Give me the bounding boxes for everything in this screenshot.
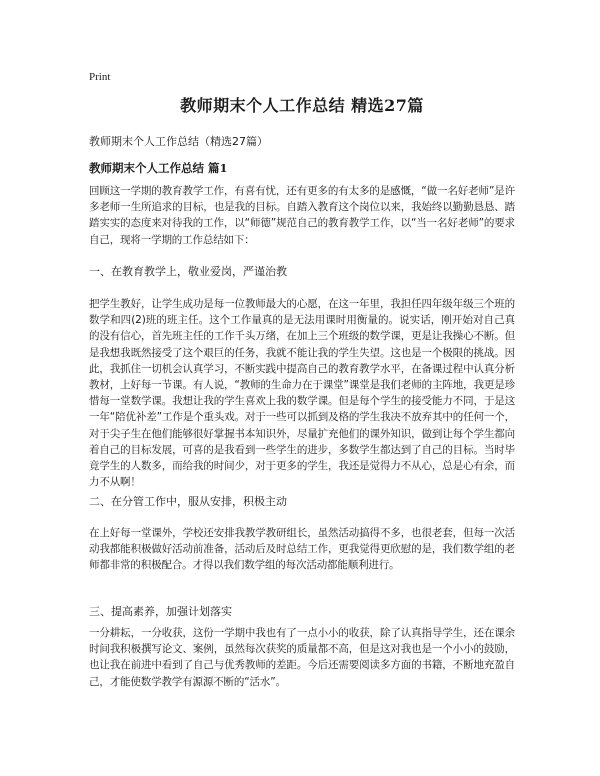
- improvement-paragraph: 一分耕耘，一分收获，这份一学期中我也有了一点小小的收获，除了认真指导学生，还在课余时间我积极撰写论文、案例，虽然每次获奖的质量都不高，但是这对我也是一个小小的鼓励，也让我在前进中看到了自己与优秀教师的差距。今后还需要阅读多方面的书籍，不断地充盈自己，才能使数学教学有源源不断的“活水”。: [89, 627, 515, 688]
- document-title: 教师期末个人工作总结 精选27篇: [180, 96, 424, 115]
- heading-management: 二、在分管工作中，服从安排，积极主动: [89, 495, 287, 508]
- intro-paragraph: 回顾这一学期的教育教学工作，有喜有忧，还有更多的有太多的是感慨，“做一名好老师”是许多老师一生所追求的目标，也是我的目标。自踏入教育这个岗位以来，我始终以勤勤恳恳、踏踏实实的态度来对待我的工作，以“师德”规范自己的教育教学工作，以“当一名好老师”的要求自己，现将一学期的工作总结如下：: [89, 185, 515, 246]
- document-subtitle: 教师期末个人工作总结（精选27篇）: [89, 135, 268, 148]
- print-label[interactable]: Print: [89, 71, 111, 83]
- management-paragraph: 在上好每一堂课外，学校还安排我教学教研组长，虽然活动搞得不多，也很老套，但每一次活动我都能积极做好活动前准备，活动后及时总结工作，更我觉得更欣慰的是，我们数学组的老师都非常的积极配合。才得以我们数学组的每次活动都能顺利进行。: [89, 527, 515, 572]
- heading-improvement: 三、提高素养，加强计划落实: [89, 605, 232, 618]
- heading-teaching: 一、在教育教学上，敬业爱岗，严谨治教: [89, 265, 287, 278]
- teaching-paragraph: 把学生教好，让学生成功是每一位教师最大的心愿，在这一年里，我担任四年级年级三个班的数学和四(2)班的班主任。这个工作量真的是无法用课时用衡量的。说实话，刚开始对自己真的没有信心，首先班主任的工作千头万绪，在加上三个班级的数学课，更是让我操心不断。但是我想我既然接受了这个艰巨的任务，我就不能让我的学生失望。这也是一个极限的挑战。因此，我抓住一切机会认真学习，不断实践中提高自己的教育教学水平，在备课过程中认真分析教材，上好每一节课。有人说，“教师的生命力在于课堂”课堂是我们老师的主阵地，我更是珍惜每一堂数学课。我想让我的学生喜欢上我的数学课。但是每个学生的接受能力不同，于是这一年“陪优补差”工作是个重头戏。对于一些可以抓到及格的学生我决不放弃其中的任何一个，对于尖子生在他们能够很好掌握书本知识外，尽量扩充他们的课外知识，做到让每个学生都向着自己的目标发展，可喜的是我看到一些学生的进步，多数学生都达到了自己的目标。当时毕竟学生的人数多，而给我的时间少，对于更多的学生，我还是觉得力不从心，总是心有余，而力不从啊！: [89, 298, 515, 489]
- section-title: 教师期末个人工作总结 篇1: [89, 161, 228, 175]
